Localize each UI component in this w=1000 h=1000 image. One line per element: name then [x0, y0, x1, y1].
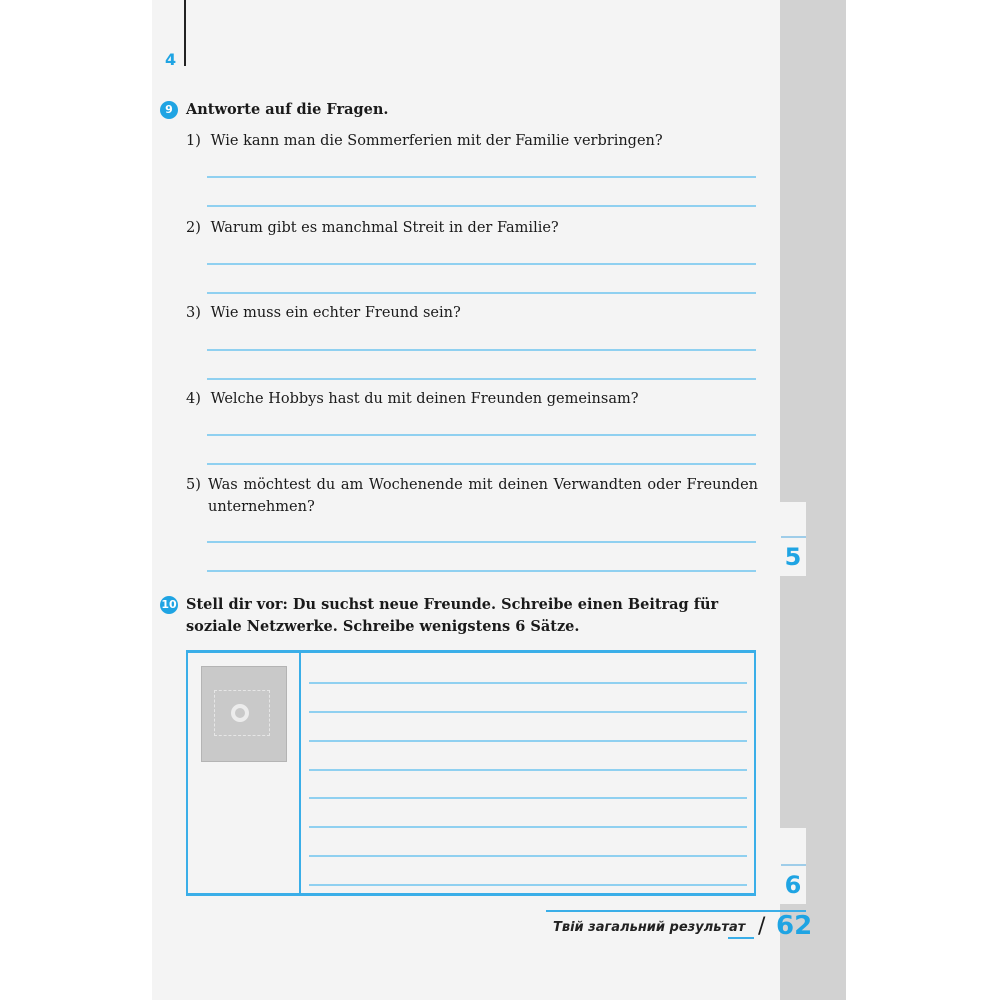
writing-line[interactable]	[309, 884, 747, 886]
question-2	[186, 217, 758, 239]
answer-line[interactable]	[207, 570, 756, 572]
writing-line[interactable]	[309, 769, 747, 771]
question-text: Warum gibt es manchmal Streit in der Familie?	[210, 220, 559, 236]
question-text: Welche Hobbys hast du mit deinen Freunden gemeinsam?	[210, 391, 639, 407]
question-5	[186, 474, 758, 518]
social-post-divider	[299, 653, 301, 893]
writing-line[interactable]	[309, 855, 747, 857]
total-result-label: Твій загальний результат	[553, 920, 746, 935]
page-top-rule	[184, 0, 186, 66]
question-1	[186, 130, 758, 152]
answer-line[interactable]	[207, 292, 756, 294]
answer-line[interactable]	[207, 378, 756, 380]
answer-line[interactable]	[207, 463, 756, 465]
answer-line[interactable]	[207, 434, 756, 436]
exercise-10-badge: 10	[160, 596, 178, 614]
exercise-10-title: Stell dir vor: Du suchst neue Freunde. Schreibe einen Beitrag für soziale Netzwerke. Schreibe wenigstens 6 Sätze.	[186, 596, 719, 635]
answer-line[interactable]	[207, 176, 756, 178]
answer-line[interactable]	[207, 349, 756, 351]
writing-line[interactable]	[309, 682, 747, 684]
question-number: 4)	[186, 391, 201, 407]
total-max-score: 62	[776, 911, 813, 941]
writing-line[interactable]	[309, 797, 747, 799]
camera-icon	[231, 704, 249, 722]
exercise-9-max-score: 5	[784, 543, 802, 571]
question-text: Wie muss ein echter Freund sein?	[210, 305, 461, 321]
answer-line[interactable]	[207, 541, 756, 543]
score-blank-9[interactable]	[781, 536, 806, 538]
exercise-9-badge: 9	[160, 101, 178, 119]
question-3	[186, 302, 758, 324]
page-number: 4	[165, 50, 177, 69]
question-number: 1)	[186, 133, 201, 149]
answer-line[interactable]	[207, 205, 756, 207]
score-blank-10[interactable]	[781, 864, 806, 866]
question-text: Was möchtest du am Wochenende mit deinen Verwandten oder Freunden unternehmen?	[208, 477, 758, 515]
writing-line[interactable]	[309, 711, 747, 713]
writing-line[interactable]	[309, 740, 747, 742]
question-number: 5)	[186, 477, 201, 493]
total-score-blank[interactable]	[728, 937, 754, 939]
total-divider	[546, 910, 806, 912]
exercise-10-max-score: 6	[784, 871, 802, 899]
answer-line[interactable]	[207, 263, 756, 265]
question-number: 3)	[186, 305, 201, 321]
question-4	[186, 388, 758, 410]
writing-line[interactable]	[309, 826, 747, 828]
question-text: Wie kann man die Sommerferien mit der Familie verbringen?	[210, 133, 663, 149]
total-separator: /	[758, 914, 766, 939]
question-number: 2)	[186, 220, 201, 236]
exercise-9-title: Antworte auf die Fragen.	[186, 101, 389, 118]
